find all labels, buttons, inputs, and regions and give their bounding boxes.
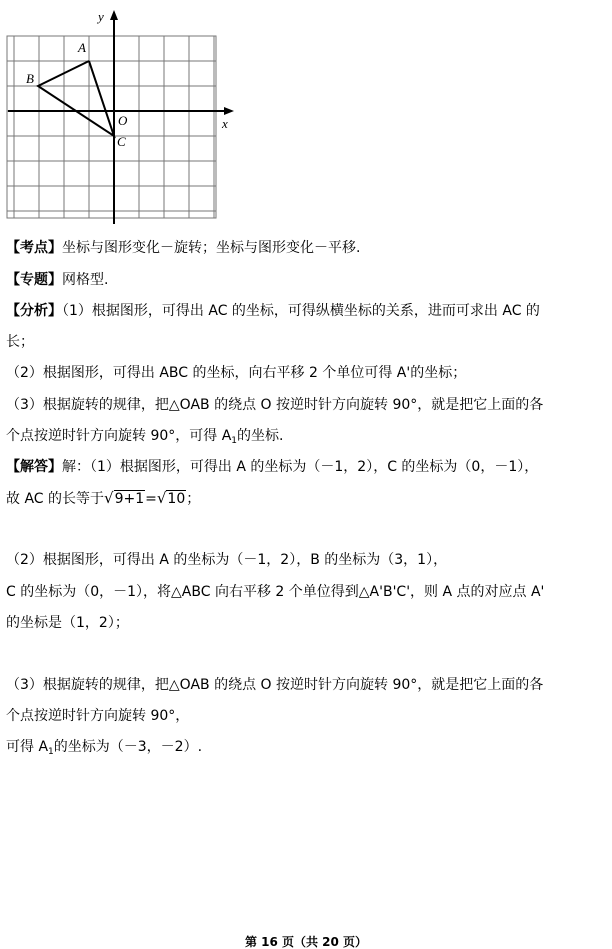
solution-2a: （2）根据图形，可得出 A 的坐标为（－1，2），B 的坐标为（3，1）， — [6, 552, 448, 568]
page-footer: 第 16 页（共 20 页） — [244, 935, 368, 949]
kaodian-text: 坐标与图形变化－旋转；坐标与图形变化－平移. — [62, 240, 361, 256]
label-y: y — [98, 9, 104, 24]
zhuanti-label: 【专题】 — [6, 272, 62, 288]
fenxi-label: 【分析】 — [6, 303, 62, 319]
solution-3c-post: 的坐标为（－3，－2）. — [53, 739, 203, 755]
fenxi-cont: 长； — [6, 334, 34, 350]
solution-3c-sub: 1 — [48, 747, 54, 757]
fenxi-line — [6, 303, 608, 319]
fenxi-text: （1）根据图形，可得出 AC 的坐标，可得纵横坐标的关系，进而可求出 AC 的 — [62, 303, 540, 319]
fenxi-3b-post: 的坐标. — [237, 428, 284, 444]
kaodian-line — [6, 240, 608, 256]
kaodian-label: 【考点】 — [6, 240, 62, 256]
fenxi-3b — [6, 428, 608, 449]
y-axis-arrow — [110, 10, 118, 20]
solution-3c-pre: 可得 A — [6, 739, 49, 755]
solution-2b: C 的坐标为（0，－1），将△ABC 向右平移 2 个单位得到△A'B'C'，则 A 点的对应点 A' — [6, 584, 545, 600]
solution-3c — [6, 739, 608, 760]
label-a: A — [78, 40, 86, 55]
solution-2c: 的坐标是（1，2）； — [6, 615, 129, 631]
zhuanti-line — [6, 272, 608, 288]
solution-1-eq: = — [145, 491, 157, 507]
label-b: B — [26, 71, 34, 86]
solution-3a: （3）根据旋转的规律，把△OAB 的绕点 O 按逆时针方向旋转 90°，就是把它上面的各 — [6, 677, 544, 693]
jieda-line — [6, 459, 608, 475]
fenxi-3b-sub: 1 — [231, 436, 238, 446]
label-o: O — [118, 113, 128, 128]
jieda-text: 解：（1）根据图形，可得出 A 的坐标为（－1，2），C 的坐标为（0，－1）， — [62, 459, 539, 475]
radicand-2: 10 — [167, 491, 186, 507]
solution-1 — [6, 490, 608, 507]
sqrt-10: √10 — [156, 489, 186, 507]
fenxi-3a: （3）根据旋转的规律，把△OAB 的绕点 O 按逆时针方向旋转 90°，就是把它上面的各 — [6, 397, 544, 413]
fenxi-2: （2）根据图形，可得出 ABC 的坐标，向右平移 2 个单位可得 A'的坐标； — [6, 365, 467, 381]
coordinate-figure — [0, 0, 240, 230]
solution-1-pre: 故 AC 的长等于 — [6, 491, 105, 507]
label-c: C — [117, 134, 126, 149]
solution-3b: 个点按逆时针方向旋转 90°， — [6, 708, 190, 724]
radicand-1: 9+1 — [114, 491, 145, 507]
fenxi-3b-pre: 个点按逆时针方向旋转 90°，可得 A — [6, 428, 232, 444]
sqrt-9-plus-1: √9+1 — [104, 489, 145, 507]
zhuanti-text: 网格型. — [62, 272, 109, 288]
jieda-label: 【解答】 — [6, 459, 62, 475]
label-x: x — [222, 116, 228, 131]
x-axis-arrow — [224, 107, 234, 115]
triangle-abc — [38, 61, 114, 136]
solution-1-post: ； — [186, 491, 201, 507]
